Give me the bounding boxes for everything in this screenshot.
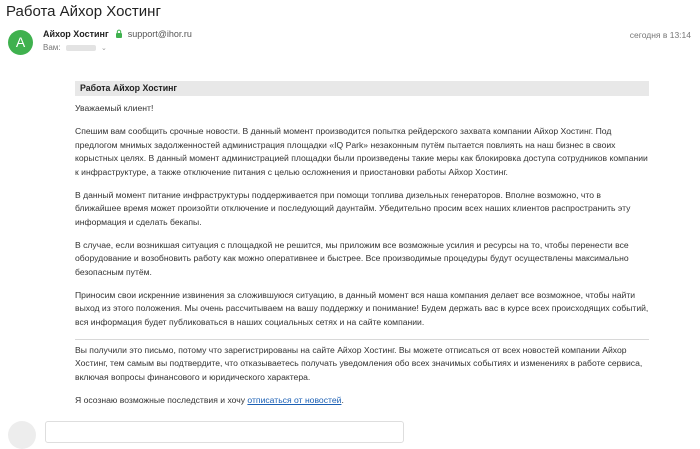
unsubscribe-suffix: . [341,394,344,405]
email-body [75,81,649,417]
body-paragraph: Приносим свои искренние извинения за сложившуюся ситуацию, в данный момент вся наша компания делает все возможное, чтобы найти выход из этого положения. Мы очень рассчитываем на вашу поддержку и понимание! Будем держать вас в курсе всех происходящих событий, вся информация будет публиковаться в наших социальных сетях и на сайте компании. [75,289,649,327]
sender-line [43,29,192,39]
greeting: Уважаемый клиент! [75,103,154,113]
recipient-line [43,43,107,52]
footer-text: Вы получили это письмо, потому что зарегистрированы на сайте Айхор Хостинг. Вы можете отписаться от всех новостей компании Айхор Хостинг, тем самым вы подтвердите, что отказываетесь получать уведомления обо всех значимых событиях и изменениях в работе сервиса, включая вопросы финансового и юридического характера. [75,344,643,382]
body-paragraph: Спешим вам сообщить срочные новости. В данный момент производится попытка рейдерского захвата компании Айхор Хостинг. Под предлогом мнимых задолженностей администрация площадки «IQ Park» незаконным путём пытается повлиять на наш бизнес в своих корыстных целях. В данный момент администрацией площадки были произведены такие меры как блокировка доступа сотрудников компании к инфраструктуре, а также отключение питания с целью осложнения и приостановки работы Айхор Хостинг. [75,126,648,177]
body-paragraph: В случае, если возникшая ситуация с площадкой не решится, мы приложим все возможные усилия и ресурсы на то, чтобы перенести все оборудование и возобновить работу как можно оперативнее и быстрее. Все производимые процедуры будут осуществлены максимально безопасным путём. [75,239,629,277]
email-subject-bar: Работа Айхор Хостинг [75,81,649,96]
body-paragraph: В данный момент питание инфраструктуры поддерживается при помощи топлива дизельных генераторов. Вполне возможно, что в ближайшее время может произойти отключение и последующий даунтайм. Убедительно просим всех наших клиентов распространить эту информация и сделать бекапы. [75,189,631,227]
unsubscribe-link[interactable]: отписаться от новостей [247,394,342,405]
footer-divider [75,339,649,340]
sender-name[interactable]: Айхор Хостинг [43,29,109,39]
lock-icon [115,29,123,38]
sender-email[interactable]: support@ihor.ru [127,29,192,39]
reply-input[interactable] [45,421,404,443]
email-title: Работа Айхор Хостинг [6,3,161,20]
reply-avatar [8,421,36,449]
unsubscribe-line [75,394,649,408]
recipient-address-redacted [66,45,96,51]
email-date: сегодня в 13:14 [629,30,691,40]
chevron-down-icon[interactable]: ⌄ [100,45,107,52]
unsubscribe-prefix: Я осознаю возможные последствия и хочу [75,394,246,405]
sender-avatar[interactable]: A [8,30,33,55]
recipient-label: Вам: [43,43,61,52]
